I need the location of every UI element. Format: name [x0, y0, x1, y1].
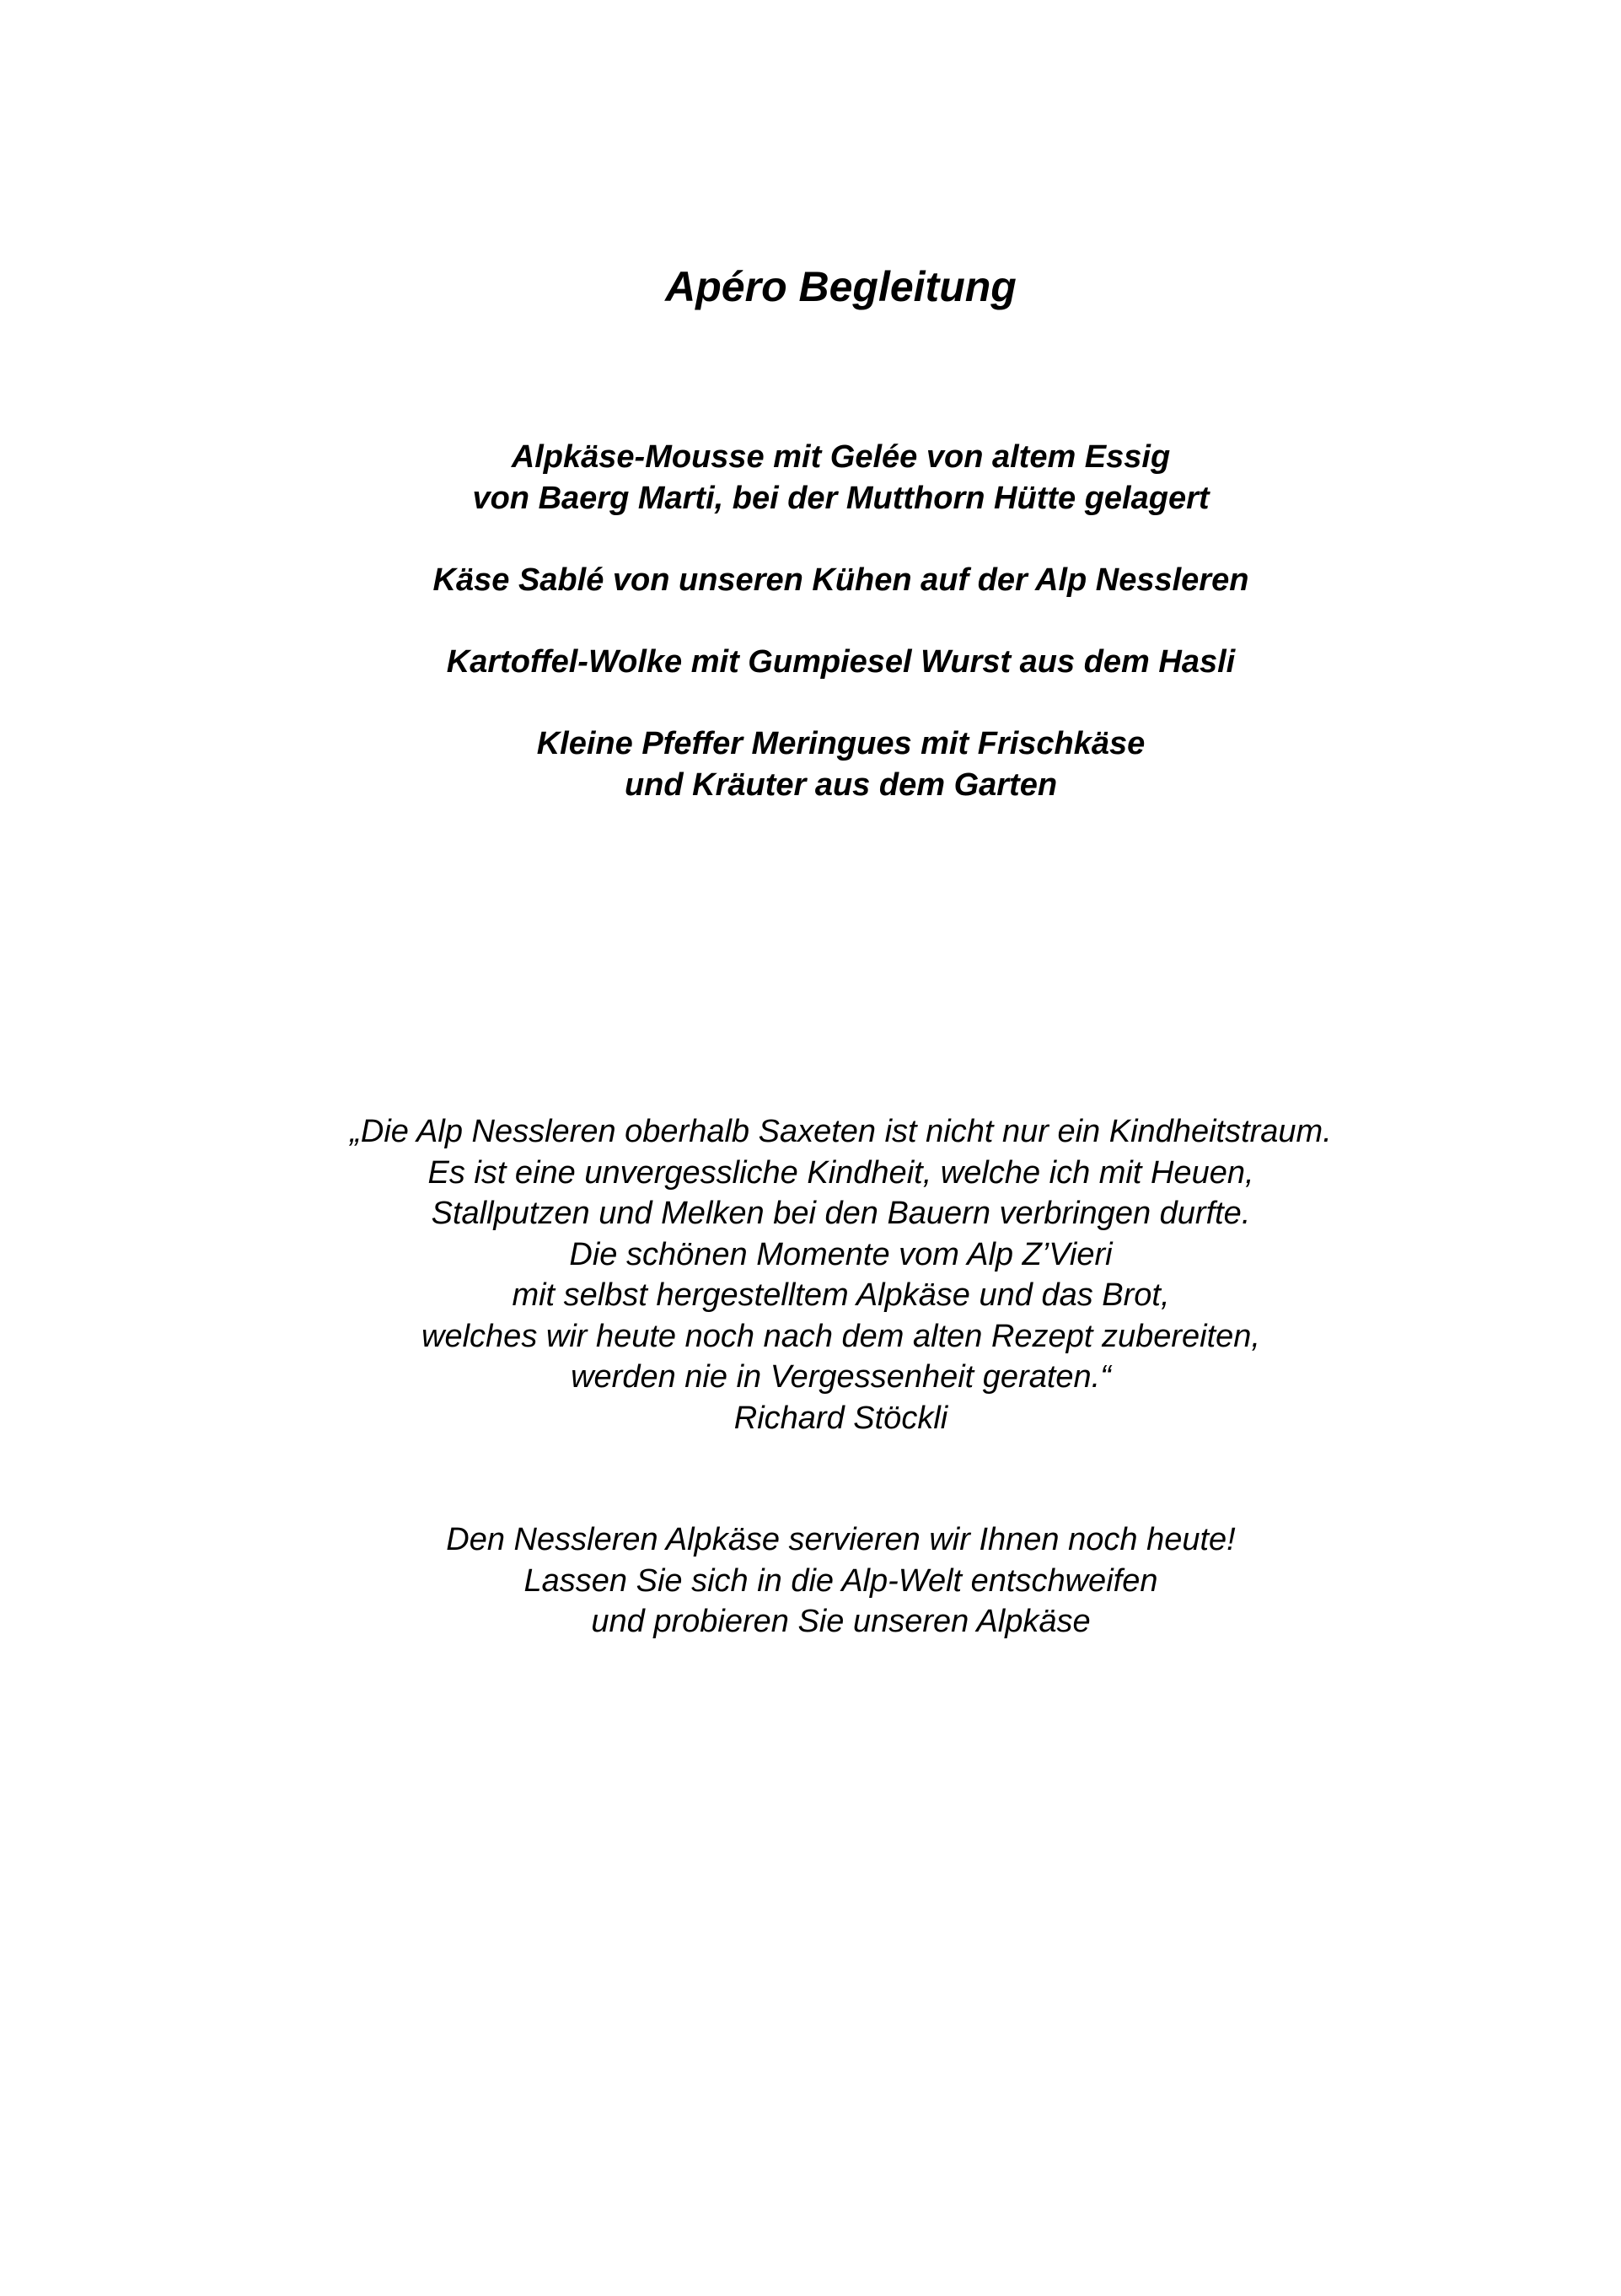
- menu-item-alpkaese-mousse: [0, 437, 1621, 519]
- quote-line: „Die Alp Nessleren oberhalb Saxeten ist nicht nur ein Kindheitstraum.: [350, 1114, 1332, 1149]
- quote-line: welches wir heute noch nach dem alten Rezept zubereiten,: [421, 1318, 1260, 1354]
- quote-line: werden nie in Vergessenheit geraten.“: [571, 1359, 1111, 1395]
- menu-item-line: und Kräuter aus dem Garten: [624, 767, 1058, 803]
- closing-block: [0, 1519, 1621, 1643]
- menu-item-kartoffel-wolke: [0, 642, 1621, 683]
- menu-item-line: Kleine Pfeffer Meringues mit Frischkäse: [536, 726, 1146, 761]
- quote-author: Richard Stöckli: [733, 1400, 948, 1436]
- menu-item-pfeffer-meringues: [0, 723, 1621, 806]
- menu-item-line: Käse Sablé von unseren Kühen auf der Alp Nessleren: [432, 562, 1249, 598]
- closing-line: und probieren Sie unseren Alpkäse: [591, 1604, 1091, 1639]
- quote-line: mit selbst hergestelltem Alpkäse und das Brot,: [512, 1277, 1170, 1313]
- menu-item-line: Kartoffel-Wolke mit Gumpiesel Wurst aus dem Hasli: [446, 644, 1236, 680]
- menu-item-kaese-sable: [0, 560, 1621, 601]
- quote-line: Die schönen Momente vom Alp Z’Vieri: [569, 1236, 1113, 1272]
- quote-line: Stallputzen und Melken bei den Bauern verbringen durfte.: [431, 1196, 1251, 1231]
- menu-item-line: Alpkäse-Mousse mit Gelée von altem Essig: [511, 439, 1171, 475]
- closing-line: Den Nessleren Alpkäse servieren wir Ihnen noch heute!: [446, 1522, 1236, 1557]
- menu-item-line: von Baerg Marti, bei der Mutthorn Hütte gelagert: [472, 481, 1210, 516]
- quote-line: Es ist eine unvergessliche Kindheit, welche ich mit Heuen,: [427, 1154, 1254, 1191]
- quote-block: [0, 1111, 1621, 1438]
- closing-line: Lassen Sie sich in die Alp-Welt entschweifen: [523, 1562, 1158, 1599]
- page-title: Apéro Begleitung: [665, 263, 1017, 310]
